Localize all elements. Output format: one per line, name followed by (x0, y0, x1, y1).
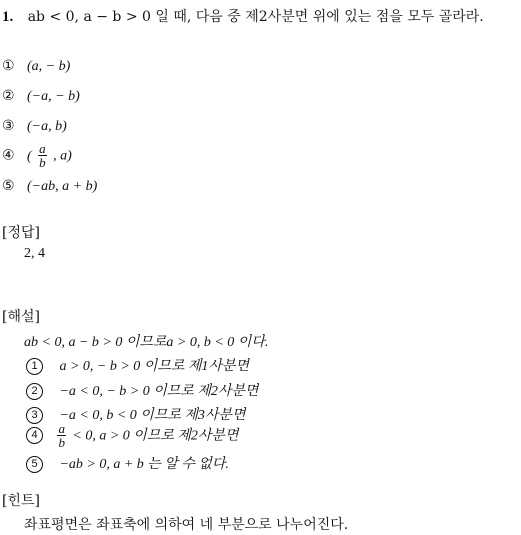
option-3 (2, 118, 67, 135)
explanation-item-text: −a < 0, b < 0 이므로 제3사분면 (59, 408, 246, 423)
explanation-item-4 (26, 422, 238, 449)
explanation-item-5 (26, 453, 229, 473)
explanation-item-text: a > 0, − b > 0 이므로 제1사분면 (59, 359, 249, 374)
question-text: ab < 0, a − b > 0 일 때, 다음 중 제2사분면 위에 있는 점을 모두 골라라. (27, 9, 484, 25)
explanation-intro: ab < 0, a − b > 0 이므로a > 0, b < 0 이다. (24, 335, 269, 350)
hint-text: 좌표평면은 좌표축에 의하여 네 부분으로 나누어진다. (24, 517, 349, 533)
option-mark: ④ (2, 147, 15, 164)
fraction-denominator: b (39, 155, 46, 170)
answer-value: 2, 4 (24, 246, 45, 261)
option-1 (2, 58, 70, 75)
fraction-denominator: b (58, 435, 65, 450)
hint-label: [힌트] (2, 493, 40, 509)
option-text: (−a, b) (27, 119, 67, 134)
option-fraction (38, 142, 47, 169)
circled-number: 3 (26, 407, 43, 424)
answer-label: [정답] (2, 225, 40, 241)
option-text: (−a, − b) (27, 89, 80, 104)
explanation-label: [해설] (2, 309, 40, 325)
option-4 (2, 142, 72, 169)
option-mark: ③ (2, 118, 15, 134)
option-text-pre: ( (27, 148, 32, 164)
explanation-fraction (57, 422, 66, 449)
circled-number: 4 (26, 427, 43, 444)
option-5 (2, 178, 97, 195)
option-mark: ② (2, 88, 15, 104)
fraction-numerator: a (39, 141, 46, 156)
question-line (2, 6, 484, 26)
option-2 (2, 88, 80, 105)
circled-number: 2 (26, 383, 43, 400)
explanation-item-text: < 0, a > 0 이므로 제2사분면 (72, 428, 239, 444)
circled-number: 1 (26, 358, 43, 375)
explanation-item-1 (26, 355, 249, 375)
option-text: (a, − b) (27, 59, 71, 74)
option-mark: ① (2, 58, 15, 74)
circled-number: 5 (26, 456, 43, 473)
option-mark: ⑤ (2, 178, 15, 194)
explanation-item-text: −a < 0, − b > 0 이므로 제2사분면 (59, 384, 259, 399)
explanation-item-text: −ab > 0, a + b 는 알 수 없다. (59, 457, 229, 472)
option-text-post: , a) (53, 148, 72, 164)
option-text: (−ab, a + b) (27, 179, 98, 194)
explanation-item-2 (26, 380, 258, 400)
fraction-numerator: a (58, 421, 65, 436)
question-number: 1. (2, 9, 14, 25)
